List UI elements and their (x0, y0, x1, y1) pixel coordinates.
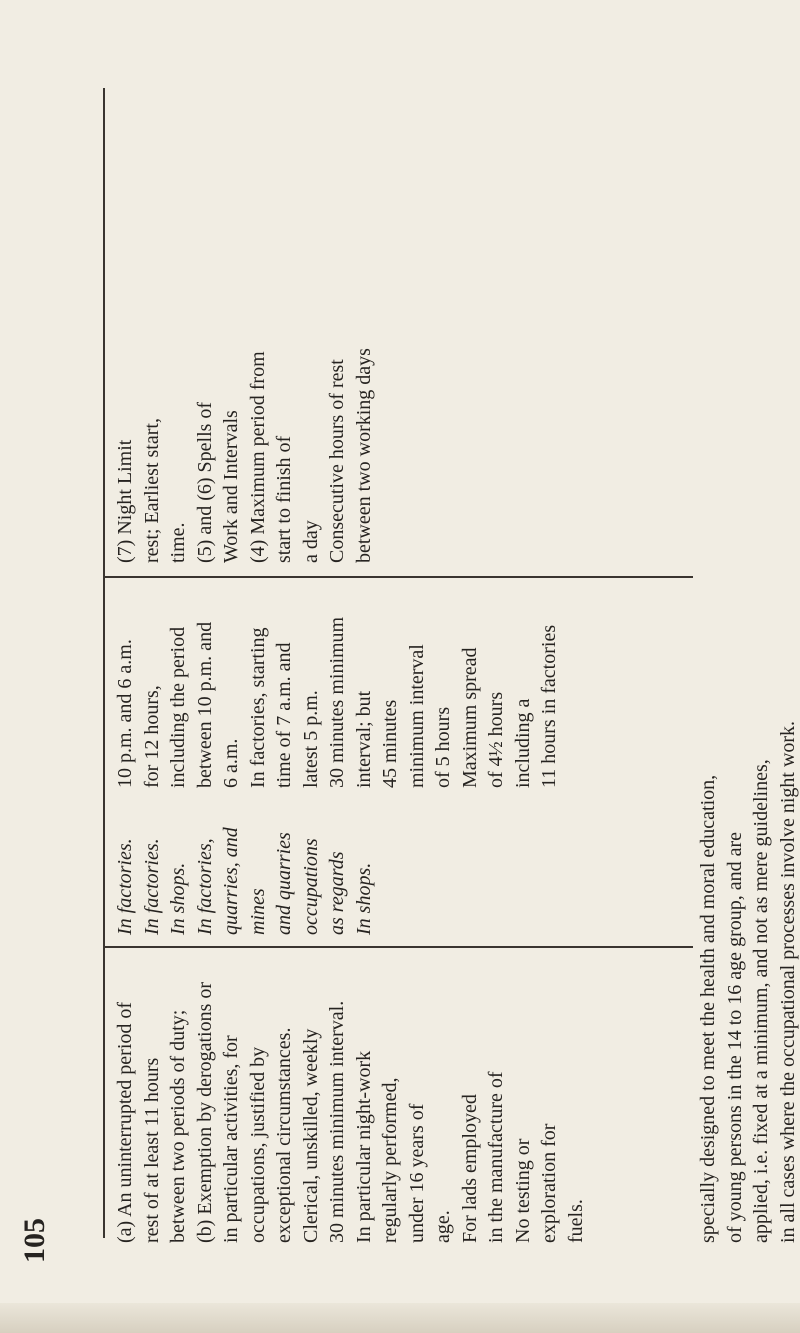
occupation-item: For lads employed (458, 1094, 481, 1243)
heading-cell: as regards (326, 851, 348, 935)
heading-cell: and quarries (273, 832, 295, 935)
description-cell: 45 minutes (379, 699, 401, 788)
occupation-item: No testing or (511, 1138, 534, 1243)
text-line: (5) and (6) Spells of (193, 401, 216, 563)
text-line: between two working days (352, 348, 375, 563)
description-cell: between 10 p.m. and (193, 621, 216, 788)
description-cell: of 4½ hours (485, 691, 507, 788)
occupations-column (112, 958, 589, 1243)
occupation-item: age. (432, 1210, 454, 1243)
occupation-item: in the manufacture of (485, 1071, 507, 1243)
occupation-item: In particular night-work (352, 1050, 375, 1243)
occupation-item: rest of at least 11 hours (140, 1057, 163, 1243)
page-edge (0, 1303, 800, 1333)
occupation-item: 30 minutes minimum interval. (326, 1000, 348, 1243)
page-number: 105 (18, 1218, 51, 1263)
headings-column (112, 805, 377, 935)
description-cell: latest 5 p.m. (299, 690, 322, 788)
occupation-item: fuels. (564, 1199, 587, 1243)
description-cell: minimum interval (405, 644, 428, 788)
occupation-item: Clerical, unskilled, weekly (299, 1028, 322, 1243)
text-line: Work and Intervals (220, 410, 242, 563)
heading-cell: occupations (299, 838, 322, 935)
description-cell: time of 7 a.m. and (273, 642, 295, 788)
description-cell: for 12 hours, (140, 685, 163, 788)
heading-cell: quarries, and (220, 827, 242, 935)
occupation-item: under 16 years of (405, 1103, 428, 1243)
occupation-item: between two periods of duty; (167, 1009, 189, 1243)
description-cell: including the period (167, 626, 189, 788)
occupation-item: occupations, justified by (246, 1046, 269, 1243)
description-cell: In factories, starting (246, 627, 269, 788)
description-cell: 6 a.m. (220, 738, 242, 788)
heading-cell: In factories. (114, 838, 136, 935)
bottom-paragraph (695, 93, 800, 1243)
occupation-item: in particular activities, for (220, 1035, 242, 1243)
description-cell: 30 minutes minimum (326, 616, 348, 788)
description-cell: including a (511, 698, 534, 788)
paragraph-line: specially designed to meet the health and moral education, (697, 774, 719, 1243)
heading-cell: mines (246, 888, 269, 935)
paragraph-line: in all cases where the occupational processes involve night work. (776, 720, 799, 1243)
table-column-divider (103, 576, 693, 578)
heading-cell: In shops. (352, 862, 375, 935)
descriptions-column (112, 588, 563, 788)
occupation-item: exceptional circumstances. (273, 1027, 295, 1243)
description-cell: Maximum spread (458, 647, 481, 788)
description-cell: interval; but (352, 690, 375, 788)
paragraph-line: of young persons in the 14 to 16 age group, and are (723, 831, 746, 1243)
occupation-item: (b) Exemption by derogations or (193, 981, 216, 1243)
heading-cell: In factories, (193, 838, 216, 935)
text-line: rest; Earliest start, (140, 418, 163, 563)
table-top-rule (103, 88, 105, 1238)
text-line: Consecutive hours of rest (326, 359, 348, 563)
occupation-item: regularly performed, (379, 1077, 401, 1243)
occupation-item: exploration for (538, 1123, 560, 1243)
heading-cell: In shops. (167, 862, 189, 935)
far-right-column (112, 93, 377, 563)
text-line: (7) Night Limit (114, 439, 136, 563)
table-column-divider (103, 946, 693, 948)
text-line: time. (167, 522, 189, 563)
description-cell: 10 p.m. and 6 a.m. (114, 639, 136, 788)
description-cell: 11 hours in factories (538, 624, 560, 788)
text-line: (4) Maximum period from (246, 351, 269, 563)
text-line: a day (299, 520, 322, 563)
occupation-item: (a) An uninterrupted period of (114, 1001, 136, 1243)
description-cell: of 5 hours (432, 706, 454, 788)
paragraph-line: applied, i.e. fixed at a minimum, and not as mere guidelines, (750, 759, 772, 1243)
heading-cell: In factories. (140, 838, 163, 935)
text-line: start to finish of (273, 435, 295, 563)
